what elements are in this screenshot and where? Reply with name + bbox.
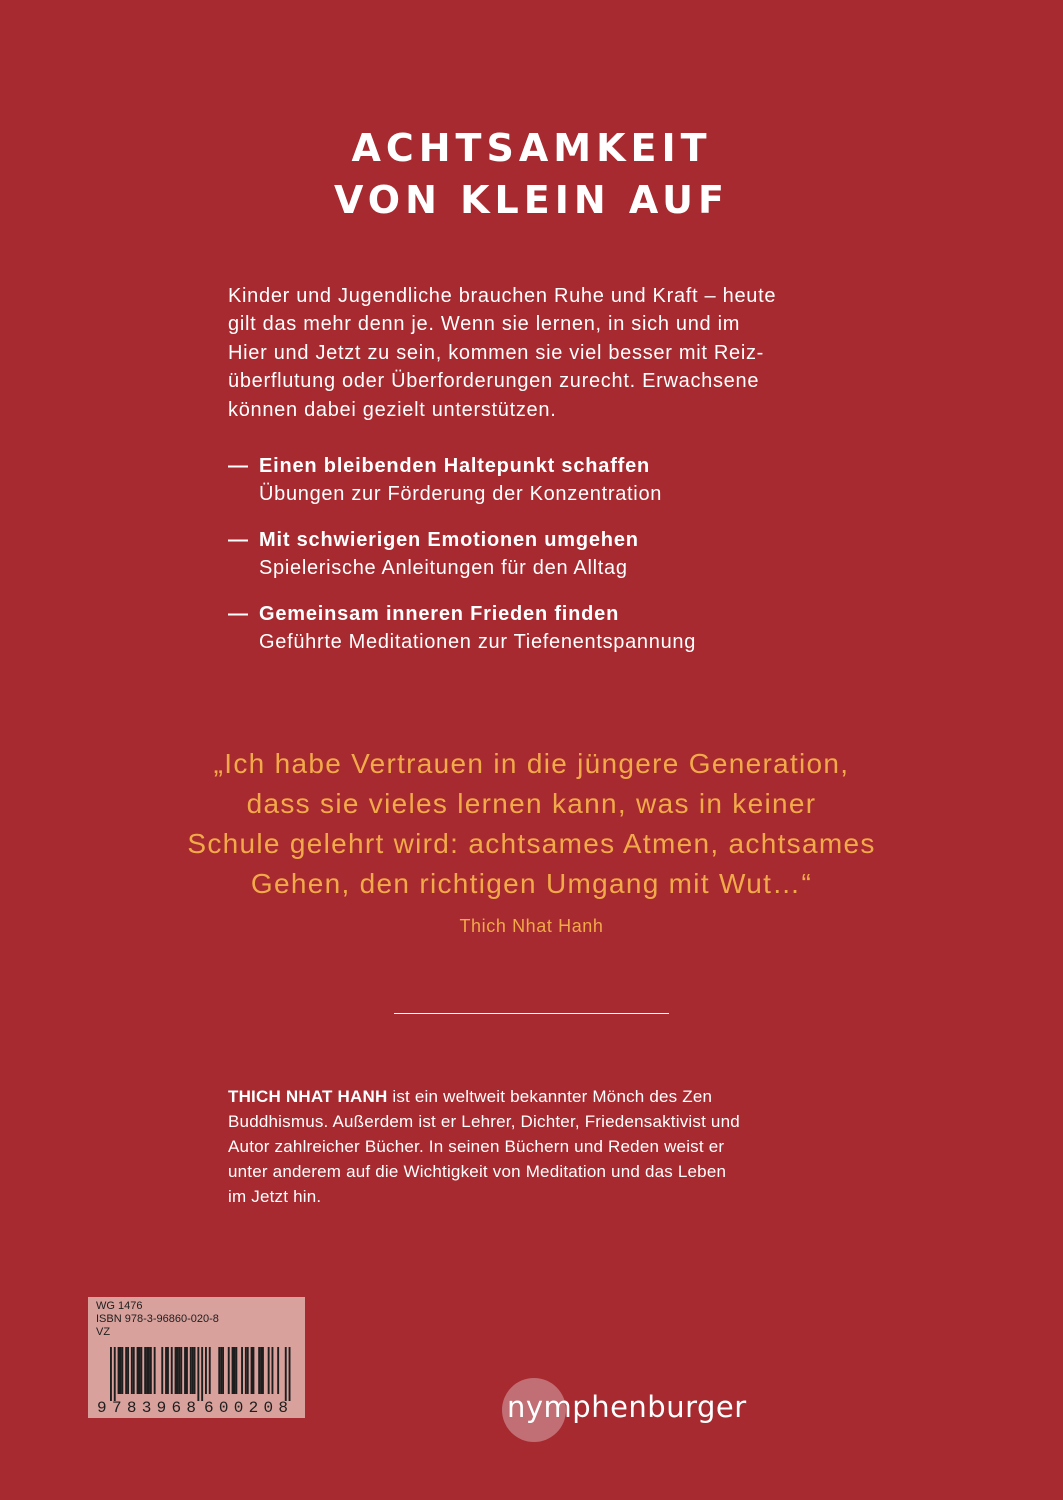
barcode-bar xyxy=(277,1347,279,1394)
barcode xyxy=(88,1297,305,1418)
barcode-bar xyxy=(285,1347,287,1401)
barcode-bar xyxy=(118,1347,120,1394)
barcode-bar xyxy=(192,1347,194,1394)
barcode-bar xyxy=(137,1347,139,1394)
feature-list xyxy=(228,452,848,674)
barcode-bar xyxy=(197,1347,199,1401)
barcode-bar xyxy=(186,1347,188,1394)
barcode-bar xyxy=(114,1347,116,1401)
quote-line: Gehen, den richtigen Umgang mit Wut…“ xyxy=(250,868,813,899)
barcode-bar xyxy=(175,1347,177,1394)
barcode-bar xyxy=(209,1347,211,1394)
cover-title xyxy=(0,122,1063,226)
barcode-bar xyxy=(201,1347,203,1401)
feature-item xyxy=(228,526,848,582)
feature-subtitle: Übungen zur Förderung der Konzentration xyxy=(259,483,663,505)
bio-line: ist ein weltweit bekannter Mönch des Zen xyxy=(387,1087,713,1106)
barcode-bar xyxy=(120,1347,122,1394)
barcode-bar xyxy=(258,1347,260,1394)
barcode-bar xyxy=(125,1347,127,1394)
barcode-bar xyxy=(268,1347,270,1394)
barcode-bar xyxy=(228,1347,230,1394)
barcode-bar xyxy=(140,1347,142,1394)
barcode-bar xyxy=(167,1347,169,1394)
barcode-lead-digit: 9 xyxy=(97,1399,107,1417)
intro-line: Hier und Jetzt zu sein, kommen sie viel besser mit Reiz- xyxy=(228,341,765,364)
barcode-bar xyxy=(139,1347,141,1394)
feature-title: Gemeinsam inneren Frieden finden xyxy=(259,603,620,625)
barcode-bar xyxy=(150,1347,152,1394)
title-line-1: ACHTSAMKEIT xyxy=(351,126,712,170)
quote xyxy=(0,744,1063,904)
vz-text: VZ xyxy=(96,1326,111,1338)
em-dash: — xyxy=(228,603,248,625)
barcode-bar xyxy=(234,1347,236,1394)
intro-line: können dabei gezielt unterstützen. xyxy=(228,398,557,421)
barcode-bar xyxy=(133,1347,135,1394)
barcode-bar xyxy=(171,1347,173,1394)
barcode-bar xyxy=(247,1347,249,1394)
barcode-bar xyxy=(110,1347,112,1401)
feature-item xyxy=(228,452,848,508)
barcode-bar xyxy=(180,1347,182,1394)
barcode-bar xyxy=(260,1347,262,1394)
em-dash: — xyxy=(228,455,248,477)
bio-line: Autor zahlreicher Bücher. In seinen Büchern und Reden weist er xyxy=(228,1137,725,1156)
quote-line: dass sie vieles lernen kann, was in keiner xyxy=(246,788,817,819)
barcode-bar xyxy=(272,1347,274,1394)
feature-subtitle: Spielerische Anleitungen für den Alltag xyxy=(259,557,628,579)
barcode-bar xyxy=(146,1347,148,1394)
bio-line: Buddhismus. Außerdem ist er Lehrer, Dichter, Friedensaktivist und xyxy=(228,1112,740,1131)
barcode-bar xyxy=(131,1347,133,1394)
barcode-bar xyxy=(218,1347,220,1394)
feature-subtitle: Geführte Meditationen zur Tiefenentspannung xyxy=(259,631,697,653)
quote-line: Schule gelehrt wird: achtsames Atmen, achtsames xyxy=(187,828,876,859)
barcode-bar xyxy=(190,1347,192,1394)
title-line-2: VON KLEIN AUF xyxy=(334,178,729,222)
barcode-bar xyxy=(184,1347,186,1394)
barcode-bar xyxy=(245,1347,247,1394)
barcode-bar xyxy=(235,1347,237,1394)
author-name: THICH NHAT HANH xyxy=(228,1087,388,1106)
barcode-bar xyxy=(165,1347,167,1394)
barcode-bar xyxy=(232,1347,234,1394)
intro-line: Kinder und Jugendliche brauchen Ruhe und Kraft – heute xyxy=(228,285,777,307)
intro-paragraph xyxy=(228,282,848,424)
barcode-bar xyxy=(253,1347,255,1394)
feature-title: Einen bleibenden Haltepunkt schaffen xyxy=(259,455,651,477)
barcode-bar xyxy=(289,1347,291,1401)
barcode-right-digits: 600208 xyxy=(204,1399,288,1417)
isbn-text: ISBN 978-3-96860-020-8 xyxy=(96,1313,219,1325)
publisher-name: nymphenburger xyxy=(507,1390,747,1424)
feature-title: Mit schwierigen Emotionen umgehen xyxy=(259,529,639,551)
intro-line: überflutung oder Überforderungen zurecht. Erwachsene xyxy=(228,370,760,393)
barcode-bar xyxy=(121,1347,123,1394)
barcode-bar xyxy=(222,1347,224,1394)
barcode-bar xyxy=(177,1347,179,1394)
bio-line: im Jetzt hin. xyxy=(228,1187,322,1206)
barcode-label xyxy=(88,1297,305,1418)
publisher-logo xyxy=(502,1378,772,1444)
barcode-bar xyxy=(178,1347,180,1394)
wg-code: WG 1476 xyxy=(96,1300,143,1312)
barcode-bar xyxy=(220,1347,222,1394)
barcode-bar xyxy=(251,1347,253,1394)
barcode-bar xyxy=(161,1347,163,1394)
em-dash: — xyxy=(228,529,248,551)
barcode-bar xyxy=(154,1347,156,1394)
barcode-left-digits: 783968 xyxy=(112,1399,196,1417)
barcode-bar xyxy=(262,1347,264,1394)
intro-line: gilt das mehr denn je. Wenn sie lernen, in sich und im xyxy=(228,313,741,336)
bio-line: unter anderem auf die Wichtigkeit von Meditation und das Leben xyxy=(228,1162,727,1181)
barcode-bar xyxy=(127,1347,129,1394)
feature-item xyxy=(228,600,848,656)
barcode-bar xyxy=(205,1347,207,1394)
quote-line: „Ich habe Vertrauen in die jüngere Generation, xyxy=(213,748,850,779)
quote-author: Thich Nhat Hanh xyxy=(459,916,604,936)
barcode-bar xyxy=(144,1347,146,1394)
barcode-bar xyxy=(194,1347,196,1394)
barcode-bar xyxy=(148,1347,150,1394)
author-bio xyxy=(228,1084,848,1209)
barcode-bar xyxy=(241,1347,243,1394)
divider xyxy=(394,1013,669,1014)
